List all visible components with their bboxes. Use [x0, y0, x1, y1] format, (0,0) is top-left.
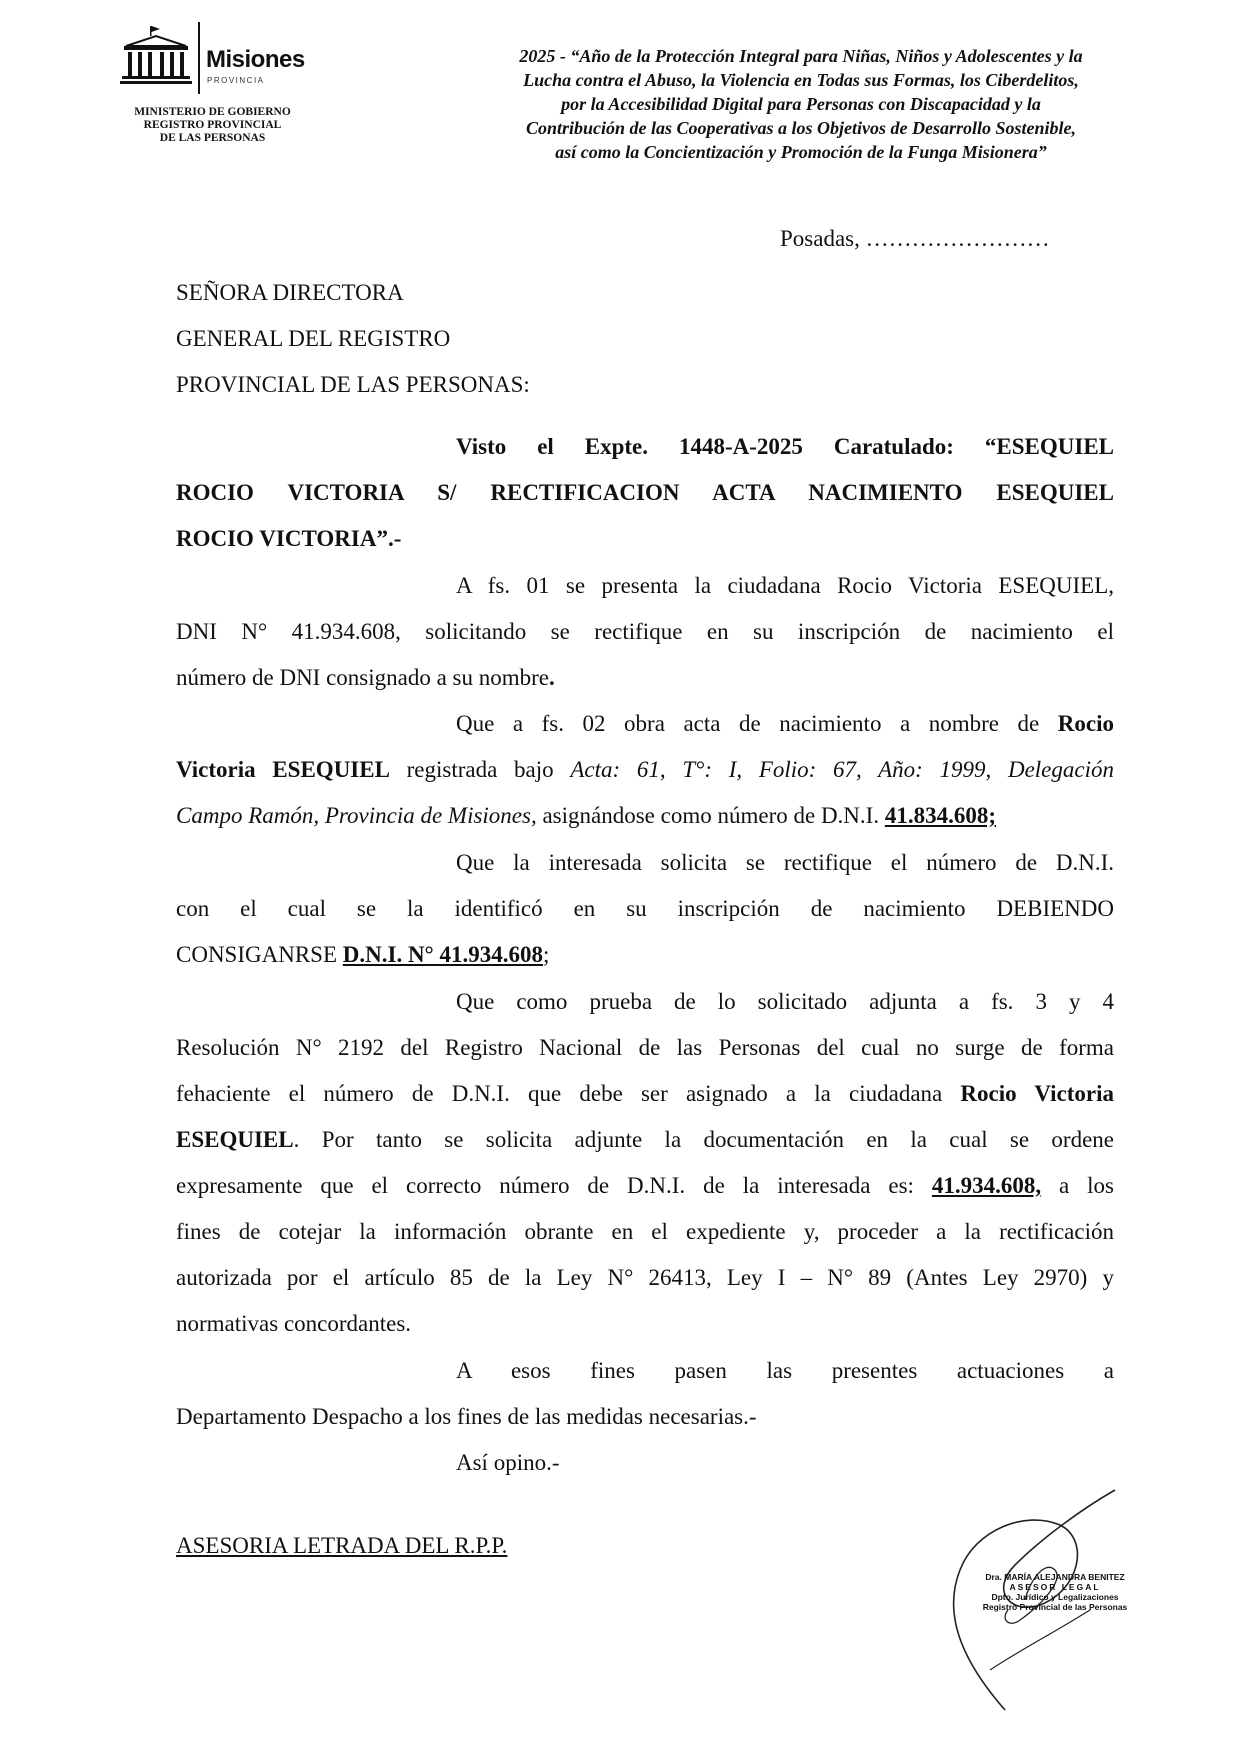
year-motto [440, 44, 1162, 164]
text-run: Resolución N° 2192 del Registro Nacional de las Personas del cual no surge de forma [176, 1035, 1114, 1060]
body-line [176, 609, 1114, 655]
body-line [176, 1209, 1114, 1255]
text-run: registrada bajo [389, 757, 571, 782]
text-run: . Por tanto se solicita adjunte la documentación en la cual se ordene [293, 1127, 1114, 1152]
logo-name: Misiones [206, 46, 305, 73]
text-run: normativas concordantes. [176, 1311, 412, 1336]
body-line [176, 886, 1114, 932]
body-line [176, 1301, 1114, 1347]
case-reference-line [176, 470, 1114, 516]
registered-dni: 41.834.608; [884, 803, 997, 828]
text-run: . [549, 665, 555, 690]
text-run: Visto el Expte. 1448-A-2025 Caratulado: “ESEQUIEL [456, 434, 1114, 459]
government-building-icon [120, 26, 192, 86]
text-run: a los [1041, 1173, 1114, 1198]
body-line [456, 1348, 1114, 1394]
addressee-line: GENERAL DEL REGISTRO [176, 326, 451, 351]
text-run: asignándose como número de D.N.I. [536, 803, 885, 828]
office-label: ASESORIA LETRADA DEL R.P.P. [176, 1533, 508, 1558]
motto-line: Lucha contra el Abuso, la Violencia en Todas sus Formas, los Ciberdelitos, [523, 70, 1079, 90]
motto-line: así como la Concientización y Promoción de la Funga Misionera” [555, 142, 1047, 162]
text-run: A esos fines pasen las presentes actuaciones a [456, 1358, 1114, 1383]
case-reference-line [176, 516, 1114, 562]
ministry-line: MINISTERIO DE GOBIERNO [134, 106, 291, 118]
text-run: ROCIO VICTORIA S/ RECTIFICACION ACTA NACIMIENTO ESEQUIEL [176, 480, 1114, 505]
text-run: Departamento Despacho a los fines de las medidas necesarias.- [176, 1404, 757, 1429]
body-line [456, 563, 1114, 609]
official-stamp [975, 1572, 1135, 1612]
body-line [176, 1117, 1114, 1163]
body-line [456, 701, 1114, 747]
text-run: con el cual se la identificó en su inscripción de nacimiento DEBIENDO [176, 896, 1114, 921]
text-run: ; [543, 942, 550, 967]
stamp-line: Registro Provincial de las Personas [982, 1602, 1128, 1612]
ministry-heading [110, 106, 315, 145]
text-run: fines de cotejar la información obrante en el expediente y, proceder a la rectificación [176, 1219, 1114, 1244]
stamp-line: Dpto. Jurídico y Legalizaciones [991, 1592, 1119, 1602]
motto-line: por la Accesibilidad Digital para Personas con Discapacidad y la [561, 94, 1041, 114]
text-run: autorizada por el artículo 85 de la Ley N° 26413, Ley I – N° 89 (Antes Ley 2970) y [176, 1265, 1114, 1290]
text-run: número de DNI consignado a su nombre [176, 665, 550, 690]
ministry-line: REGISTRO PROVINCIAL [143, 119, 282, 131]
body-line [176, 1163, 1114, 1209]
text-run: CONSIGANRSE [176, 942, 343, 967]
body-line [176, 1071, 1114, 1117]
text-run: Rocio [1057, 711, 1114, 736]
addressee-line: PROVINCIAL DE LAS PERSONAS: [176, 372, 530, 397]
text-run: Rocio Victoria [960, 1081, 1114, 1106]
body-line [176, 655, 1114, 701]
body-line [176, 747, 1114, 793]
text-run: Así opino.- [456, 1450, 560, 1475]
body-line [176, 1394, 1114, 1440]
body-line [456, 840, 1114, 886]
motto-line: Contribución de las Cooperativas a los Objetivos de Desarrollo Sostenible, [525, 118, 1077, 138]
text-run: ROCIO VICTORIA”.- [176, 526, 402, 551]
case-reference-line [456, 424, 1114, 470]
correct-dni: D.N.I. N° 41.934.608 [342, 942, 544, 967]
body-line [176, 793, 1114, 839]
body-line [176, 932, 1114, 978]
text-run: Que la interesada solicita se rectifique el número de D.N.I. [456, 850, 1114, 875]
text-run: expresamente que el correcto número de D.N.I. de la interesada es: [176, 1173, 932, 1198]
text-run: Acta: 61, T°: I, Folio: 67, Año: 1999, Delegación [570, 757, 1114, 782]
logo-subtitle: PROVINCIA [207, 76, 265, 85]
stamp-line: ASESOR LEGAL [1009, 1582, 1101, 1592]
text-run: Que como prueba de lo solicitado adjunta a fs. 3 y 4 [456, 989, 1114, 1014]
stamp-line: Dra. MARÍA ALEJANDRA BENITEZ [985, 1572, 1125, 1582]
body-line [456, 979, 1114, 1025]
addressee-block [176, 270, 530, 408]
addressee-line: SEÑORA DIRECTORA [176, 280, 404, 305]
body-line [176, 1255, 1114, 1301]
text-run: Victoria ESEQUIEL [176, 757, 390, 782]
ministry-line: DE LAS PERSONAS [159, 132, 266, 144]
correct-dni: 41.934.608, [931, 1173, 1042, 1198]
misiones-logo [120, 22, 330, 94]
text-run: ESEQUIEL [176, 1127, 294, 1152]
text-run: Campo Ramón, Provincia de Misiones, [176, 803, 537, 828]
body-line [176, 1025, 1114, 1071]
motto-line: 2025 - “Año de la Protección Integral para Niñas, Niños y Adolescentes y la [519, 46, 1083, 66]
logo-divider [198, 22, 200, 94]
place-date-line: Posadas, …………………… [780, 226, 1050, 251]
text-run: fehaciente el número de D.N.I. que debe ser asignado a la ciudadana [176, 1081, 961, 1106]
text-run: A fs. 01 se presenta la ciudadana Rocio Victoria ESEQUIEL, [456, 573, 1114, 598]
text-run: DNI N° 41.934.608, solicitando se rectifique en su inscripción de nacimiento el [176, 619, 1114, 644]
text-run: Que a fs. 02 obra acta de nacimiento a nombre de [456, 711, 1058, 736]
